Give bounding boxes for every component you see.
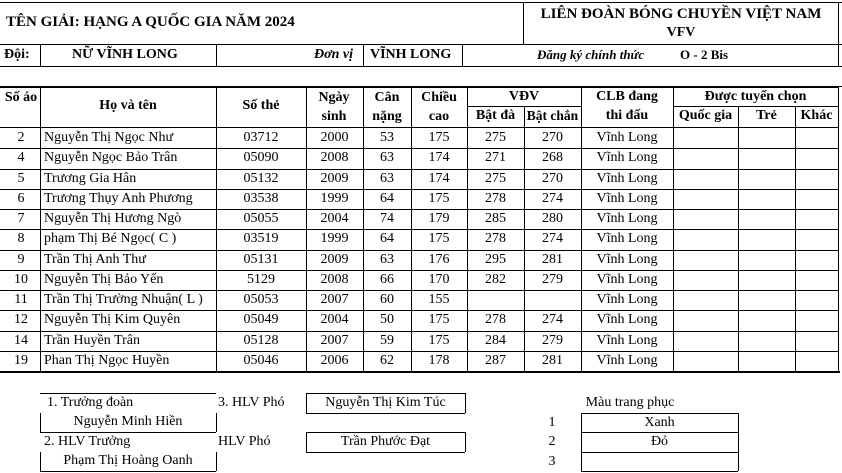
cell-block: 281 (542, 251, 563, 267)
col-youth: Trẻ (756, 108, 777, 123)
federation-name: LIÊN ĐOÀN BÓNG CHUYỀN VIỆT NAM (540, 6, 822, 22)
cell-no: 10 (14, 271, 28, 287)
cell-no: 7 (17, 211, 25, 226)
cell-club: Vĩnh Long (596, 150, 658, 166)
cell-spike: 275 (485, 130, 506, 145)
cell-name: Nguyễn Thị Bảo Yến (44, 271, 164, 287)
col-selected: Được tuyển chọn (704, 89, 807, 104)
cell-height: 155 (428, 292, 450, 307)
cell-club: Vĩnh Long (596, 251, 658, 267)
cell-weight: 63 (380, 150, 394, 166)
cell-height: 174 (428, 170, 450, 186)
manager-name: Nguyễn Minh Hiền (73, 414, 183, 429)
cell-year: 2006 (320, 352, 349, 368)
cell-club: Vĩnh Long (596, 211, 658, 226)
cell-spike: 278 (485, 190, 506, 206)
col-name: Họ và tên (99, 98, 157, 113)
cell-name: phạm Thị Bé Ngọc( C ) (44, 231, 177, 247)
coach-label: 2. HLV Trưởng (44, 434, 131, 449)
cell-weight: 60 (380, 292, 394, 307)
coach-name: Phạm Thị Hoàng Oanh (63, 453, 193, 468)
cell-name: Trương Gia Hân (44, 170, 137, 186)
cell-year: 2007 (320, 332, 349, 348)
cell-year: 2008 (320, 150, 349, 166)
cell-block: 274 (542, 231, 563, 247)
cell-name: Trần Huyền Trân (44, 332, 140, 348)
cell-name: Nguyễn Ngọc Bảo Trân (44, 150, 178, 166)
assistant1-name: Nguyễn Thị Kim Túc (325, 395, 446, 410)
cell-weight: 53 (380, 130, 394, 145)
cell-block: 280 (542, 211, 563, 226)
cell-club: Vĩnh Long (596, 352, 658, 368)
cell-no: 6 (17, 190, 25, 206)
cell-weight: 59 (380, 332, 394, 348)
cell-block: 270 (542, 130, 563, 145)
cell-year: 2009 (320, 170, 349, 186)
assistant2-name: Trần Phước Đạt (340, 434, 431, 449)
cell-weight: 64 (380, 231, 394, 247)
cell-weight: 64 (380, 190, 394, 206)
cell-club: Vĩnh Long (596, 231, 658, 247)
cell-year: 2004 (320, 312, 349, 328)
cell-no: 11 (14, 292, 28, 307)
cell-weight: 66 (380, 271, 394, 287)
unit-value: VĨNH LONG (370, 47, 452, 62)
col-vdv: VĐV (508, 89, 540, 104)
cell-no: 5 (17, 170, 25, 186)
cell-card: 05055 (243, 211, 279, 226)
cell-card: 5129 (247, 271, 275, 287)
cell-block: 281 (542, 352, 563, 368)
cell-card: 03519 (243, 231, 279, 247)
cell-weight: 63 (380, 251, 394, 267)
cell-card: 03712 (243, 130, 279, 145)
cell-spike: 278 (485, 312, 506, 328)
uniform-title: Màu trang phục (585, 395, 675, 410)
cell-name: Nguyễn Thị Hương Ngò (44, 211, 182, 226)
col-height: Chiều cao (421, 90, 457, 124)
cell-card: 05128 (243, 332, 279, 348)
cell-name: Trương Thụy Anh Phương (44, 190, 193, 206)
col-club-1: CLB đang (596, 89, 658, 104)
cell-no: 19 (14, 352, 28, 368)
col-block: Bật chắn (526, 108, 579, 123)
cell-spike: 282 (485, 271, 506, 287)
col-spike: Bật đà (475, 108, 516, 123)
col-shirt: Số áo (4, 90, 38, 105)
cell-height: 178 (428, 352, 450, 368)
cell-height: 175 (428, 130, 450, 145)
cell-card: 05049 (243, 312, 279, 328)
cell-club: Vĩnh Long (596, 271, 658, 287)
cell-spike: 271 (485, 150, 506, 166)
cell-year: 1999 (320, 231, 349, 247)
uniform-color-1: Xanh (644, 415, 675, 430)
cell-card: 05131 (243, 251, 279, 267)
cell-name: Trần Thị Anh Thư (44, 251, 146, 267)
col-other: Khác (800, 108, 833, 123)
col-national: Quốc gia (678, 108, 733, 123)
cell-weight: 50 (380, 312, 394, 328)
cell-year: 2008 (320, 271, 349, 287)
cell-height: 174 (428, 150, 450, 166)
cell-height: 175 (428, 190, 450, 206)
cell-club: Vĩnh Long (596, 130, 658, 145)
cell-name: Trần Thị Trường Nhuận( L ) (44, 292, 203, 307)
assistant2-label: HLV Phó (218, 434, 271, 449)
cell-block: 279 (542, 332, 563, 348)
cell-card: 05053 (243, 292, 279, 307)
federation-abbr: VFV (666, 25, 696, 40)
team-label: Đội: (4, 47, 30, 62)
col-card: Số thẻ (242, 98, 280, 113)
cell-height: 175 (428, 231, 450, 247)
uniform-no-2: 2 (548, 434, 556, 449)
cell-spike: 287 (485, 352, 506, 368)
manager-label: 1. Trưởng đoàn (47, 395, 134, 410)
cell-card: 05046 (243, 352, 279, 368)
cell-card: 05090 (243, 150, 279, 166)
tournament-title: TÊN GIẢI: HẠNG A QUỐC GIA NĂM 2024 (6, 14, 295, 30)
cell-no: 14 (14, 332, 28, 348)
cell-card: 05132 (243, 170, 279, 186)
cell-club: Vĩnh Long (596, 170, 658, 186)
cell-block: 274 (542, 190, 563, 206)
cell-spike: 295 (485, 251, 506, 267)
cell-height: 175 (428, 332, 450, 348)
cell-height: 170 (428, 271, 450, 287)
cell-height: 176 (428, 251, 450, 267)
cell-block: 270 (542, 170, 563, 186)
assistant1-label: 3. HLV Phó (218, 395, 285, 410)
cell-no: 12 (14, 312, 28, 328)
cell-club: Vĩnh Long (596, 312, 658, 328)
cell-block: 279 (542, 271, 563, 287)
cell-weight: 62 (380, 352, 394, 368)
cell-block: 274 (542, 312, 563, 328)
uniform-no-3: 3 (548, 454, 556, 469)
col-club-2: thi đấu (605, 108, 649, 123)
cell-height: 175 (428, 312, 450, 328)
cell-spike: 284 (485, 332, 506, 348)
uniform-color-2: Đỏ (650, 434, 669, 449)
col-dob: Ngày sinh (318, 90, 350, 124)
register-value: O - 2 Bis (680, 47, 729, 62)
cell-name: Nguyễn Thị Ngọc Như (44, 130, 174, 145)
cell-club: Vĩnh Long (596, 292, 658, 307)
cell-block: 268 (542, 150, 563, 166)
cell-name: Nguyễn Thị Kim Quyên (44, 312, 181, 328)
cell-card: 03538 (243, 190, 279, 206)
team-value: NỮ VĨNH LONG (72, 47, 178, 62)
cell-name: Phan Thị Ngọc Huyền (44, 352, 170, 368)
cell-club: Vĩnh Long (596, 190, 658, 206)
cell-club: Vĩnh Long (596, 332, 658, 348)
uniform-no-1: 1 (548, 415, 556, 430)
cell-year: 2000 (320, 130, 349, 145)
unit-label: Đơn vị (314, 47, 354, 62)
cell-year: 1999 (320, 190, 349, 206)
cell-year: 2007 (320, 292, 349, 307)
cell-no: 2 (17, 130, 25, 145)
cell-year: 2009 (320, 251, 349, 267)
register-label: Đăng ký chính thức (537, 47, 645, 62)
cell-weight: 74 (380, 211, 394, 226)
cell-height: 179 (428, 211, 450, 226)
cell-no: 4 (17, 150, 25, 166)
cell-no: 8 (17, 231, 25, 247)
cell-weight: 63 (380, 170, 394, 186)
cell-spike: 278 (485, 231, 506, 247)
cell-year: 2004 (320, 211, 349, 226)
cell-no: 9 (17, 251, 25, 267)
cell-spike: 275 (485, 170, 506, 186)
cell-spike: 285 (485, 211, 506, 226)
col-weight: Cân nặng (372, 90, 402, 124)
